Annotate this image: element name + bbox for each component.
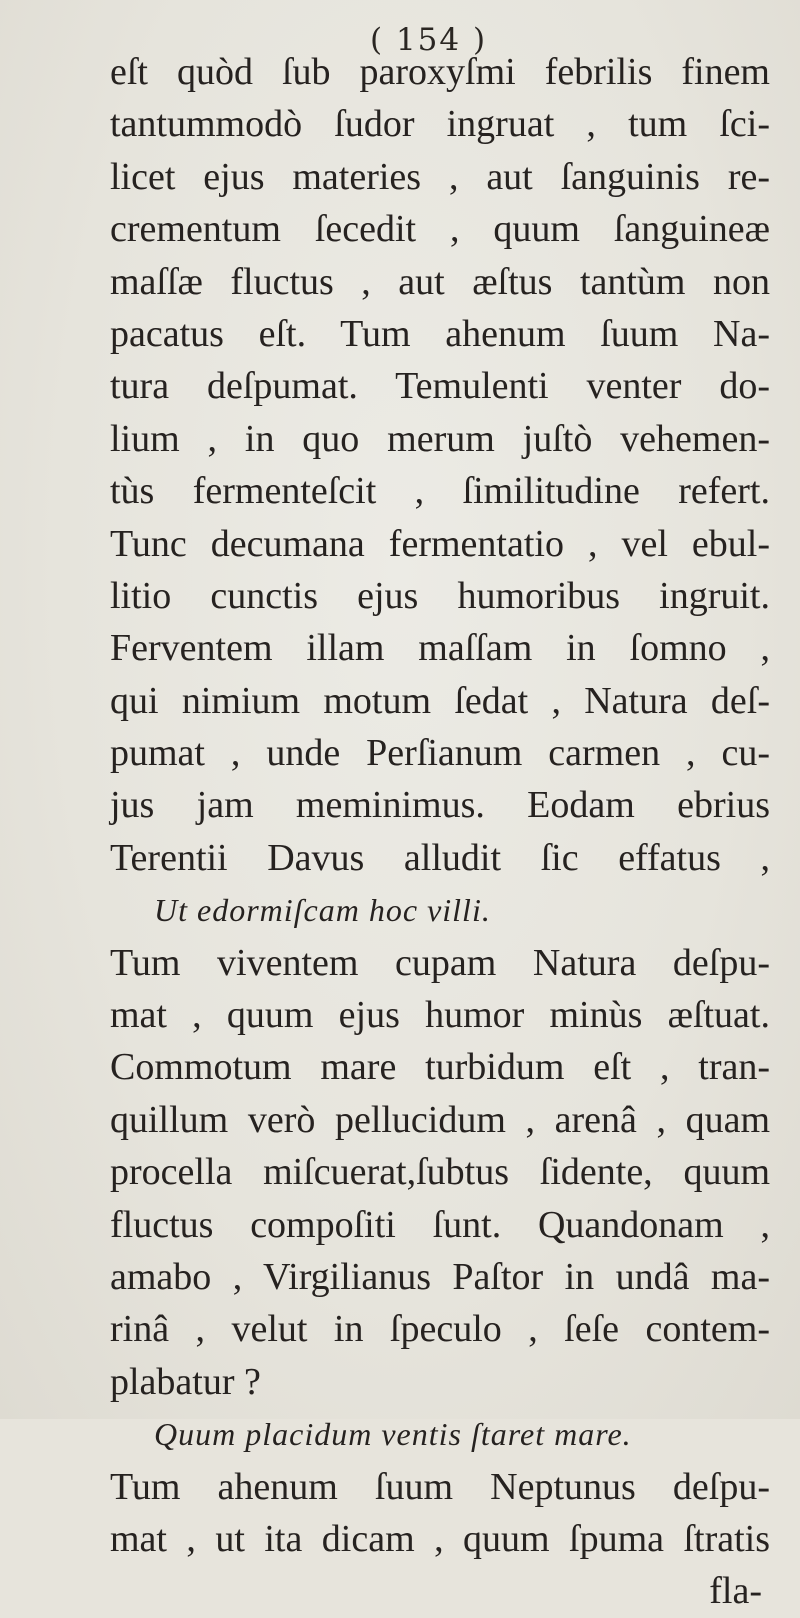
text-line: lium , in quo merum juſtò vehemen-	[110, 417, 770, 460]
body-text	[110, 46, 770, 1618]
text-line: Ferventem illam maſſam in ſomno ,	[110, 627, 770, 670]
text-line: Tunc decumana fermentatio , vel ebul-	[110, 522, 770, 565]
text-line: licet ejus materies , aut ſanguinis re-	[110, 155, 770, 198]
text-line: Terentii Davus alludit ſic effatus ,	[110, 836, 770, 879]
text-line: crementum ſecedit , quum ſanguineæ	[110, 208, 770, 251]
text-line: procella miſcuerat,ſubtus ſidente, quum	[110, 1151, 770, 1194]
text-line: tura deſpumat. Temulenti venter do-	[110, 365, 770, 408]
text-line: tùs fermenteſcit , ſimilitudine refert.	[110, 470, 770, 513]
text-line: pumat , unde Perſianum carmen , cu-	[110, 732, 770, 775]
text-line: rinâ , velut in ſpeculo , ſeſe contem-	[110, 1308, 770, 1351]
text-line: Commotum mare turbidum eſt , tran-	[110, 1046, 770, 1089]
text-line: eſt quòd ſub paroxyſmi febrilis finem	[110, 51, 770, 93]
text-line: mat , ut ita dicam , quum ſpuma ſtratis	[110, 1517, 770, 1560]
text-line: pacatus eſt. Tum ahenum ſuum Na-	[110, 312, 770, 355]
text-line: qui nimium motum ſedat , Natura deſ-	[110, 679, 770, 722]
text-line: fluctus compoſiti ſunt. Quandonam ,	[110, 1203, 770, 1246]
page-number: ( 154 )	[370, 22, 488, 58]
quotation-line: Quum placidum ventis ſtaret mare.	[154, 1416, 632, 1453]
text-line: amabo , Virgilianus Paſtor in undâ ma-	[110, 1255, 770, 1298]
text-line: plabatur ?	[110, 1360, 261, 1403]
text-line: Tum viventem cupam Natura deſpu-	[110, 941, 770, 984]
text-line: mat , quum ejus humor minùs æſtuat.	[110, 994, 770, 1037]
text-line: Tum ahenum ſuum Neptunus deſpu-	[110, 1465, 770, 1508]
catchword: fla-	[709, 1570, 762, 1613]
quotation-line: Ut edormiſcam hoc villi.	[154, 892, 491, 929]
text-line: litio cunctis ejus humoribus ingruit.	[110, 574, 770, 617]
text-line: quillum verò pellucidum , arenâ , quam	[110, 1098, 770, 1141]
text-line: maſſæ fluctus , aut æſtus tantùm non	[110, 260, 770, 303]
text-line: tantummodò ſudor ingruat , tum ſci-	[110, 103, 770, 146]
text-line: jus jam meminimus. Eodam ebrius	[110, 784, 770, 827]
